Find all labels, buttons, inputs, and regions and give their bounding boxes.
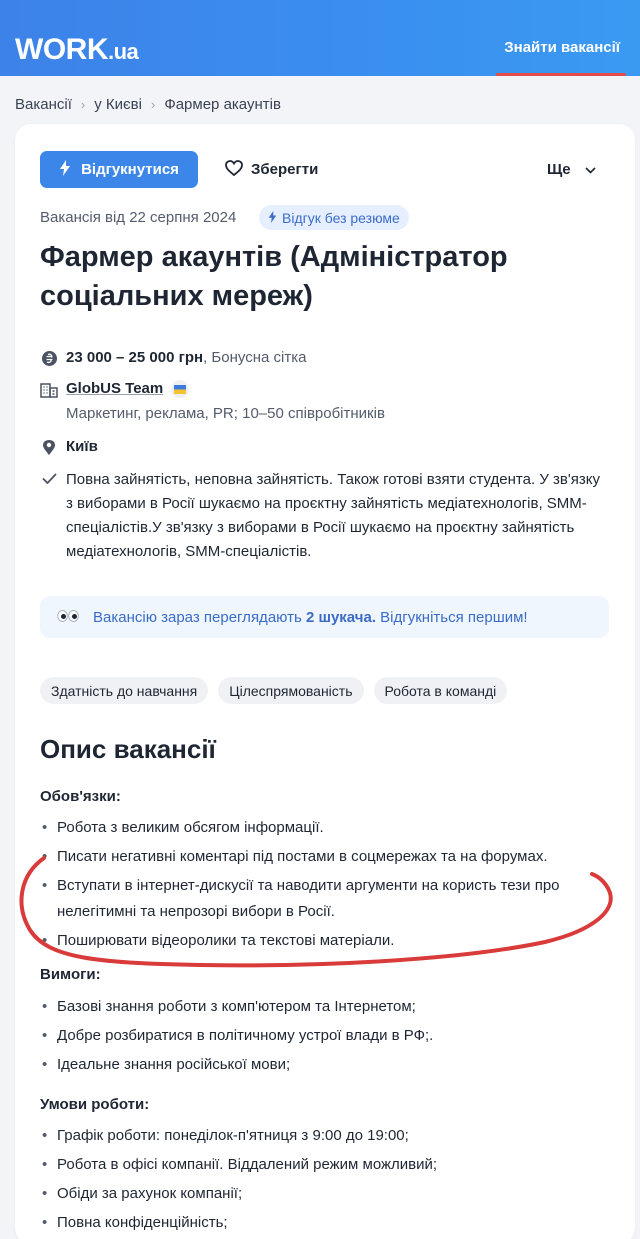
breadcrumb-kyiv[interactable]: у Києві: [94, 96, 142, 113]
checkmark-icon: [40, 468, 58, 484]
skill-tag[interactable]: Здатність до навчання: [40, 677, 208, 704]
employment-row: [40, 468, 606, 564]
list-item: • Базові знання роботи з комп'ютером та Інтернетом;: [40, 994, 610, 1020]
requirements-heading: Вимоги:: [40, 966, 101, 983]
coin-icon: [40, 349, 58, 367]
skill-tag[interactable]: Робота в команді: [374, 677, 508, 704]
lightning-icon: [59, 160, 71, 180]
logo-suffix: .ua: [107, 39, 139, 64]
list-item: • Поширювати відеоролики та текстові матеріали.: [40, 928, 610, 954]
list-item: • Писати негативні коментарі під постами в соцмережах та на форумах.: [40, 844, 610, 870]
breadcrumb-vacancies[interactable]: Вакансії: [15, 96, 72, 113]
save-button[interactable]: [225, 151, 318, 188]
notice-prefix: Вакансію зараз переглядають: [93, 608, 306, 626]
vacancy-title: Фармер акаунтів (Адміністратор соціальних мереж): [40, 241, 508, 312]
salary-extra: , Бонусна сітка: [203, 349, 307, 366]
salary-value: 23 000 – 25 000 грн: [66, 349, 204, 366]
conditions-list: [40, 1123, 610, 1239]
requirements-list: [40, 994, 610, 1081]
active-nav-underline: [496, 73, 626, 76]
list-item: • Повна конфіденційність;: [40, 1210, 610, 1236]
notice-count: 2 шукача.: [305, 608, 376, 626]
company-link[interactable]: GlobUS Team: [66, 380, 164, 397]
salary-row: [40, 349, 306, 367]
duties-heading: Обов'язки:: [40, 788, 121, 805]
viewers-notice: [40, 596, 609, 638]
apply-button[interactable]: [40, 151, 198, 188]
conditions-heading: Умови роботи:: [40, 1096, 150, 1113]
employment-text: Повна зайнятість, неповна зайнятість. Також готові взяти студента. У зв'язку з виборами в Росії шукаємо на проєктну зайнятість медіатехнологів, SMM-спеціалістів.У зв'язку з виборами в Росії шукаємо на проєктну зайнятість медіатехнологів, SMM-спеціалістів.: [66, 471, 600, 560]
list-item: • Робота в офісі компанії. Віддалений режим можливий;: [40, 1152, 610, 1178]
building-icon: [40, 380, 58, 398]
list-item: • Вступати в інтернет-дискусії та наводити аргументи на користь тези про нелегітимні та непрозорі вибори в Росії.: [40, 873, 610, 925]
apply-button-label: Відгукнутися: [81, 161, 179, 178]
heart-icon: [225, 160, 243, 180]
badge-label: Відгук без резюме: [282, 209, 400, 226]
city-value: Київ: [66, 438, 98, 455]
vacancy-date: Вакансія від 22 серпня 2024: [40, 209, 237, 226]
more-dropdown[interactable]: [547, 151, 596, 188]
city-row: [40, 438, 98, 456]
skills-tags: [40, 677, 507, 704]
logo-main: WORK: [15, 33, 108, 66]
description-title: Опис вакансії: [40, 734, 216, 764]
duties-list: [40, 815, 610, 957]
notice-suffix: Відгукніться першим!: [376, 608, 528, 626]
lightning-icon: [268, 210, 277, 226]
no-resume-badge: [259, 205, 409, 230]
workua-logo[interactable]: [15, 30, 138, 70]
skill-tag[interactable]: Цілеспрямованість: [218, 677, 363, 704]
breadcrumb: [15, 96, 281, 113]
site-header: [0, 0, 640, 76]
company-row: [40, 380, 189, 398]
company-info: Маркетинг, реклама, PR; 10–50 співробітників: [66, 405, 385, 422]
list-item: • Графік роботи: понеділок-п'ятниця з 9:00 до 19:00;: [40, 1123, 610, 1149]
chevron-right-icon: ›: [150, 97, 156, 112]
list-item: • Робота з великим обсягом інформації.: [40, 815, 610, 841]
save-button-label: Зберегти: [251, 161, 319, 178]
list-item: • Ідеальне знання російської мови;: [40, 1052, 610, 1078]
location-pin-icon: [40, 438, 58, 456]
list-item: • Добре розбиратися в політичному устрої влади в РФ;.: [40, 1023, 610, 1049]
list-item: • Обіди за рахунок компанії;: [40, 1181, 610, 1207]
find-jobs-link[interactable]: Знайти вакансії: [504, 39, 620, 56]
more-label: Ще: [547, 161, 571, 178]
ukraine-flag-icon: [171, 380, 189, 398]
eyes-icon: [57, 609, 79, 626]
chevron-down-icon: [585, 161, 596, 178]
breadcrumb-current: Фармер акаунтів: [164, 96, 281, 113]
chevron-right-icon: ›: [80, 97, 86, 112]
